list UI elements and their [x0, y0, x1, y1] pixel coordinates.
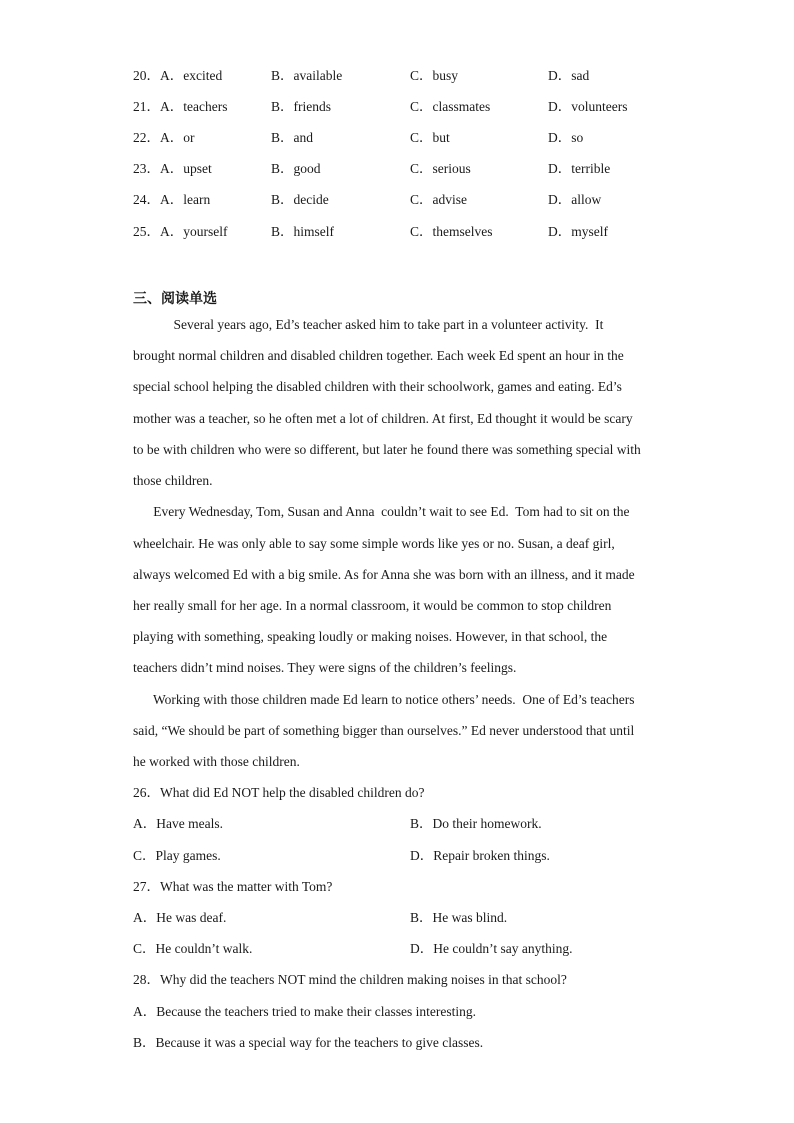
- question-26-option-b: B．Do their homework.: [410, 816, 542, 831]
- question-number-and-option-a: [133, 66, 222, 86]
- passage-line: wheelchair. He was only able to say some simple words like yes or no. Susan, a deaf girl,: [133, 536, 615, 551]
- question-28-option-a: A．Because the teachers tried to make their classes interesting.: [133, 1004, 476, 1019]
- passage-line: Every Wednesday, Tom, Susan and Anna couldn’t wait to see Ed. Tom had to sit on the: [133, 504, 630, 519]
- passage-line: Several years ago, Ed’s teacher asked him to take part in a volunteer activity. It: [133, 317, 604, 332]
- question-28-stem: 28．Why did the teachers NOT mind the children making noises in that school?: [133, 972, 567, 987]
- passage-line: to be with children who were so different, but later he found there was something special with: [133, 442, 641, 457]
- question-number: 25．: [133, 224, 160, 239]
- question-number-and-option-a: [133, 159, 212, 179]
- question-number-and-option-a: [133, 97, 227, 117]
- option-b: B．good: [271, 161, 321, 176]
- option-b: B．decide: [271, 192, 329, 207]
- passage-line: playing with something, speaking loudly or making noises. However, in that school, the: [133, 629, 608, 644]
- question-28-option-b: B．Because it was a special way for the teachers to give classes.: [133, 1035, 484, 1050]
- passage-line: said, “We should be part of something bigger than ourselves.” Ed never understood that until: [133, 723, 635, 738]
- passage-line: special school helping the disabled children with their schoolwork, games and eating. Ed’s: [133, 379, 622, 394]
- passage-line: mother was a teacher, so he often met a lot of children. At first, Ed thought it would be scary: [133, 411, 633, 426]
- question-26-option-d: D．Repair broken things.: [410, 848, 550, 863]
- question-number: 21．: [133, 99, 160, 114]
- option-c: C．classmates: [410, 99, 491, 114]
- option-a: A．yourself: [160, 224, 228, 239]
- question-27-stem: 27．What was the matter with Tom?: [133, 879, 333, 894]
- passage-line: brought normal children and disabled children together. Each week Ed spent an hour in the: [133, 348, 624, 363]
- option-c: C．but: [410, 130, 450, 145]
- passage-line: Working with those children made Ed learn to notice others’ needs. One of Ed’s teachers: [133, 692, 635, 707]
- option-d: D．so: [548, 130, 584, 145]
- question-number: 20．: [133, 68, 160, 83]
- question-26-option-c: C．Play games.: [133, 848, 221, 863]
- option-a: A．teachers: [160, 99, 228, 114]
- option-b: B．friends: [271, 99, 331, 114]
- passage-line: her really small for her age. In a normal classroom, it would be common to stop children: [133, 598, 612, 613]
- option-a: A．excited: [160, 68, 223, 83]
- question-number-and-option-a: [133, 190, 210, 210]
- option-c: C．advise: [410, 192, 467, 207]
- option-c: C．busy: [410, 68, 459, 83]
- option-d: D．volunteers: [548, 99, 628, 114]
- question-27-option-a: A．He was deaf.: [133, 910, 227, 925]
- question-number: 23．: [133, 161, 160, 176]
- option-b: B．available: [271, 68, 343, 83]
- option-d: D．allow: [548, 192, 602, 207]
- question-26-option-a: A．Have meals.: [133, 816, 223, 831]
- question-number: 22．: [133, 130, 160, 145]
- option-b: B．and: [271, 130, 313, 145]
- passage-line: he worked with those children.: [133, 754, 300, 769]
- option-c: C．themselves: [410, 224, 493, 239]
- passage-line: always welcomed Ed with a big smile. As for Anna she was born with an illness, and it made: [133, 567, 635, 582]
- question-26-stem: 26．What did Ed NOT help the disabled children do?: [133, 785, 425, 800]
- option-c: C．serious: [410, 161, 471, 176]
- section-title: 三、阅读单选: [133, 291, 217, 307]
- question-27-option-b: B．He was blind.: [410, 910, 508, 925]
- option-d: D．terrible: [548, 161, 611, 176]
- option-d: D．myself: [548, 224, 608, 239]
- passage-line: those children.: [133, 473, 213, 488]
- question-number-and-option-a: [133, 128, 195, 148]
- question-number-and-option-a: [133, 222, 228, 242]
- passage-line: teachers didn’t mind noises. They were signs of the children’s feelings.: [133, 660, 517, 675]
- question-27-option-d: D．He couldn’t say anything.: [410, 941, 573, 956]
- question-number: 24．: [133, 192, 160, 207]
- option-b: B．himself: [271, 224, 334, 239]
- option-d: D．sad: [548, 68, 590, 83]
- option-a: A．upset: [160, 161, 212, 176]
- question-27-option-c: C．He couldn’t walk.: [133, 941, 253, 956]
- option-a: A．learn: [160, 192, 211, 207]
- option-a: A．or: [160, 130, 195, 145]
